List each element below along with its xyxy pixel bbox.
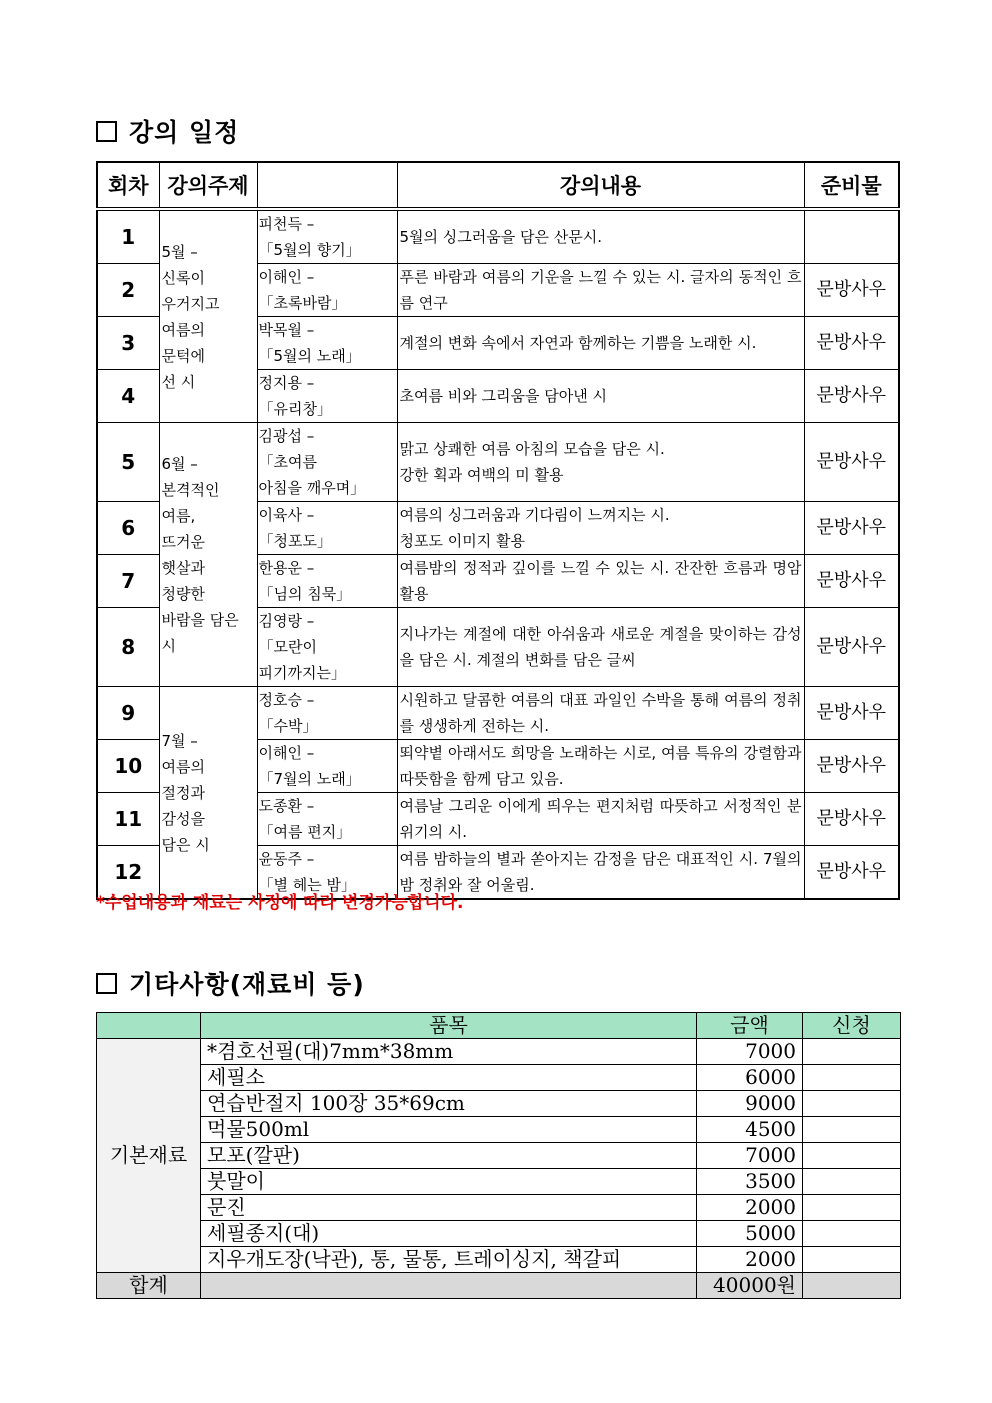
schedule-table <box>96 161 900 900</box>
material-apply-cell[interactable] <box>803 1039 901 1065</box>
material-name: *겸호선필(대)7mm*38mm <box>201 1039 697 1065</box>
section-title-schedule <box>96 113 239 149</box>
total-row <box>97 1273 901 1299</box>
poem-title: 윤동주 – 「별 헤는 밤」 <box>257 846 397 900</box>
header-poet <box>257 162 397 209</box>
lecture-content: 맑고 상쾌한 여름 아침의 모습을 담은 시. 강한 획과 여백의 미 활용 <box>397 423 804 502</box>
lecture-content: 시원하고 달콤한 여름의 대표 과일인 수박을 통해 여름의 정취를 생생하게 전하는 시. <box>397 687 804 740</box>
preparation: 문방사우 <box>804 846 899 900</box>
material-apply-cell[interactable] <box>803 1091 901 1117</box>
lecture-content: 여름 밤하늘의 별과 쏟아지는 감정을 담은 대표적인 시. 7월의 밤 정취와 잘 어울림. <box>397 846 804 900</box>
material-price: 6000 <box>697 1065 803 1091</box>
material-apply-cell[interactable] <box>803 1221 901 1247</box>
lecture-content: 뙤약볕 아래서도 희망을 노래하는 시로, 여름 특유의 강렬함과 따뜻함을 함께 담고 있음. <box>397 740 804 793</box>
material-apply-cell[interactable] <box>803 1247 901 1273</box>
material-name: 지우개도장(낙관), 통, 물통, 트레이싱지, 책갈피 <box>201 1247 697 1273</box>
preparation <box>804 209 899 264</box>
material-row <box>97 1247 901 1273</box>
header-price: 금액 <box>697 1013 803 1039</box>
topic-cell: 7월 – 여름의 절정과 감성을 담은 시 <box>159 687 257 900</box>
preparation: 문방사우 <box>804 793 899 846</box>
schedule-row <box>97 423 899 502</box>
preparation: 문방사우 <box>804 608 899 687</box>
session-number: 6 <box>97 502 159 555</box>
poem-title: 김영랑 – 「모란이 피기까지는」 <box>257 608 397 687</box>
header-topic: 강의주제 <box>159 162 257 209</box>
header-no: 회차 <box>97 162 159 209</box>
preparation: 문방사우 <box>804 264 899 317</box>
poem-title: 박목월 – 「5월의 노래」 <box>257 317 397 370</box>
materials-table <box>96 1012 901 1299</box>
poem-title: 김광섭 – 「초여름 아침을 깨우며」 <box>257 423 397 502</box>
material-price: 7000 <box>697 1039 803 1065</box>
header-apply: 신청 <box>803 1013 901 1039</box>
material-price: 7000 <box>697 1143 803 1169</box>
material-row <box>97 1117 901 1143</box>
lecture-content: 5월의 싱그러움을 담은 산문시. <box>397 209 804 264</box>
material-price: 2000 <box>697 1247 803 1273</box>
section-title-text: 강의 일정 <box>129 118 240 147</box>
preparation: 문방사우 <box>804 370 899 423</box>
material-name: 붓말이 <box>201 1169 697 1195</box>
lecture-content: 계절의 변화 속에서 자연과 함께하는 기쁨을 노래한 시. <box>397 317 804 370</box>
header-empty <box>97 1013 201 1039</box>
preparation: 문방사우 <box>804 740 899 793</box>
session-number: 9 <box>97 687 159 740</box>
material-apply-cell[interactable] <box>803 1195 901 1221</box>
lecture-content: 여름밤의 정적과 깊이를 느낄 수 있는 시. 잔잔한 흐름과 명암 활용 <box>397 555 804 608</box>
material-name: 문진 <box>201 1195 697 1221</box>
topic-cell: 6월 – 본격적인 여름, 뜨거운 햇살과 청량한 바람을 담은 시 <box>159 423 257 687</box>
materials-header-row <box>97 1013 901 1039</box>
material-price: 4500 <box>697 1117 803 1143</box>
poem-title: 피천득 – 「5월의 향기」 <box>257 209 397 264</box>
session-number: 11 <box>97 793 159 846</box>
header-content: 강의내용 <box>397 162 804 209</box>
material-name: 세필소 <box>201 1065 697 1091</box>
lecture-content: 초여름 비와 그리움을 담아낸 시 <box>397 370 804 423</box>
total-empty <box>201 1273 697 1299</box>
preparation: 문방사우 <box>804 687 899 740</box>
header-prep: 준비물 <box>804 162 899 209</box>
poem-title: 이육사 – 「청포도」 <box>257 502 397 555</box>
material-price: 2000 <box>697 1195 803 1221</box>
topic-cell: 5월 – 신록이 우거지고 여름의 문턱에 선 시 <box>159 209 257 423</box>
schedule-row <box>97 209 899 264</box>
poem-title: 한용운 – 「님의 침묵」 <box>257 555 397 608</box>
material-row <box>97 1091 901 1117</box>
header-item: 품목 <box>201 1013 697 1039</box>
material-row <box>97 1039 901 1065</box>
poem-title: 정지용 – 「유리창」 <box>257 370 397 423</box>
preparation: 문방사우 <box>804 555 899 608</box>
poem-title: 도종환 – 「여름 편지」 <box>257 793 397 846</box>
session-number: 7 <box>97 555 159 608</box>
poem-title: 이해인 – 「초록바람」 <box>257 264 397 317</box>
material-name: 연습반절지 100장 35*69cm <box>201 1091 697 1117</box>
material-apply-cell[interactable] <box>803 1143 901 1169</box>
material-row <box>97 1143 901 1169</box>
session-number: 5 <box>97 423 159 502</box>
preparation: 문방사우 <box>804 502 899 555</box>
material-apply-cell[interactable] <box>803 1117 901 1143</box>
material-row <box>97 1195 901 1221</box>
session-number: 12 <box>97 846 159 900</box>
checkbox-square-icon <box>96 973 117 994</box>
session-number: 3 <box>97 317 159 370</box>
session-number: 2 <box>97 264 159 317</box>
section-title-text: 기타사항(재료비 등) <box>129 970 365 999</box>
material-apply-cell[interactable] <box>803 1065 901 1091</box>
lecture-content: 여름날 그리운 이에게 띄우는 편지처럼 따뜻하고 서정적인 분위기의 시. <box>397 793 804 846</box>
material-category: 기본재료 <box>97 1039 201 1273</box>
material-row <box>97 1221 901 1247</box>
session-number: 4 <box>97 370 159 423</box>
lecture-content: 푸른 바람과 여름의 기운을 느낄 수 있는 시. 글자의 동적인 흐름 연구 <box>397 264 804 317</box>
total-label: 합계 <box>97 1273 201 1299</box>
material-name: 모포(깔판) <box>201 1143 697 1169</box>
session-number: 1 <box>97 209 159 264</box>
section-title-materials <box>96 965 365 1001</box>
lecture-content: 지나가는 계절에 대한 아쉬움과 새로운 계절을 맞이하는 감성을 담은 시. 계절의 변화를 담은 글씨 <box>397 608 804 687</box>
session-number: 10 <box>97 740 159 793</box>
lecture-content: 여름의 싱그러움과 기다림이 느껴지는 시. 청포도 이미지 활용 <box>397 502 804 555</box>
poem-title: 이해인 – 「7월의 노래」 <box>257 740 397 793</box>
preparation: 문방사우 <box>804 317 899 370</box>
checkbox-square-icon <box>96 121 117 142</box>
preparation: 문방사우 <box>804 423 899 502</box>
change-notice: *수업내용과 재료는 사정에 따라 변경가능합니다. <box>96 893 464 913</box>
session-number: 8 <box>97 608 159 687</box>
material-name: 세필종지(대) <box>201 1221 697 1247</box>
material-price: 3500 <box>697 1169 803 1195</box>
total-apply-cell <box>803 1273 901 1299</box>
material-name: 먹물500ml <box>201 1117 697 1143</box>
material-price: 5000 <box>697 1221 803 1247</box>
material-row <box>97 1065 901 1091</box>
total-amount: 40000원 <box>697 1273 803 1299</box>
schedule-header-row <box>97 162 899 209</box>
material-row <box>97 1169 901 1195</box>
poem-title: 정호승 – 「수박」 <box>257 687 397 740</box>
schedule-row <box>97 687 899 740</box>
material-price: 9000 <box>697 1091 803 1117</box>
material-apply-cell[interactable] <box>803 1169 901 1195</box>
